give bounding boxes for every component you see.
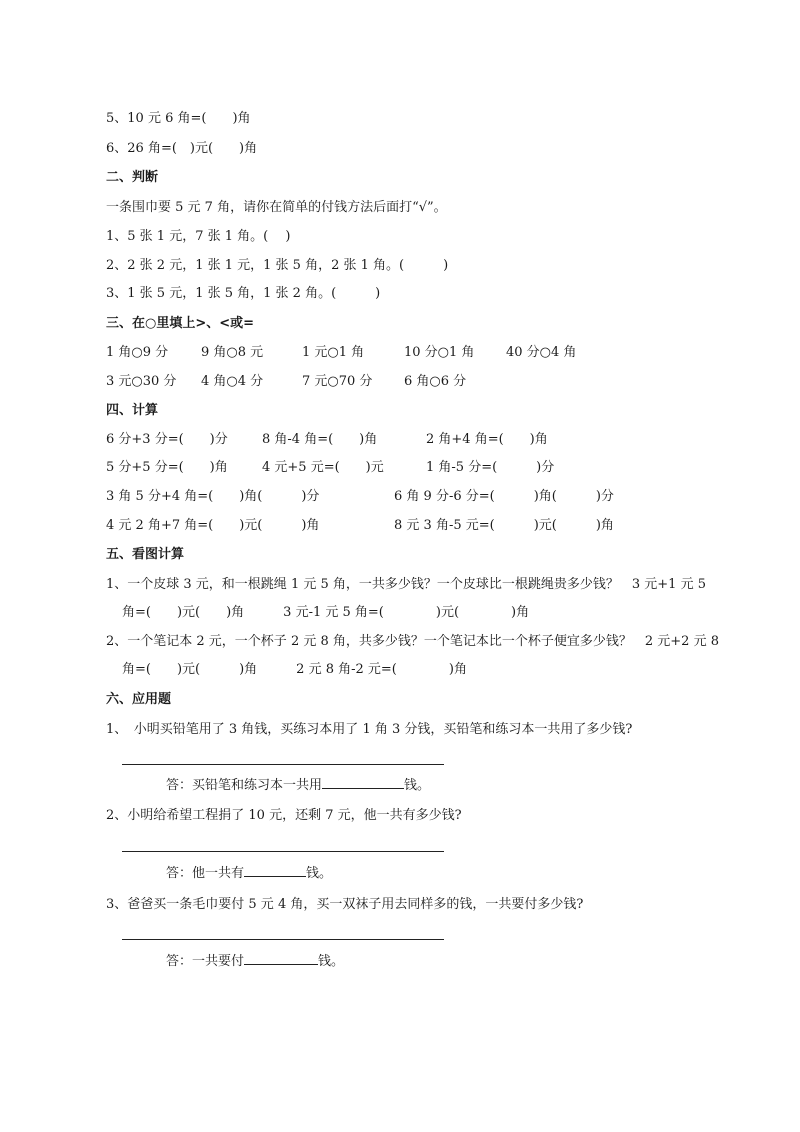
answer-3-prefix: 答：一共要付 (166, 954, 245, 969)
picture-question-2-line-2: 角=( )元( )角 2 元 8 角-2 元=( )角 (122, 662, 467, 677)
calc-item: 4 元+5 元=( )元 (262, 460, 384, 475)
calc-item: 8 角-4 角=( )角 (262, 432, 378, 447)
judge-item-3: 3、1 张 5 元，1 张 5 角，1 张 2 角。( ) (106, 286, 381, 301)
section-4-heading: 四、计算 (106, 403, 159, 418)
compare-item: 10 分○1 角 (404, 345, 475, 360)
section-2-intro: 一条围巾要 5 元 7 角，请你在简单的付钱方法后面打“√”。 (106, 200, 447, 215)
compare-item: 1 元○1 角 (302, 345, 365, 360)
calc-item: 8 元 3 角-5 元=( )元( )角 (394, 518, 614, 533)
answer-1 (166, 776, 430, 794)
compare-item: 7 元○70 分 (302, 374, 373, 389)
compare-item: 4 角○4 分 (201, 374, 264, 389)
compare-item: 40 分○4 角 (506, 345, 577, 360)
answer-3-blank[interactable] (244, 952, 318, 965)
picture-question-2-line-1: 2、一个笔记本 2 元，一个杯子 2 元 8 角，共多少钱？一个笔记本比一个杯子便宜多少钱？ 2 元+2 元 8 (106, 634, 719, 649)
calc-item: 6 分+3 分=( )分 (106, 432, 228, 447)
calc-item: 5 分+5 分=( )角 (106, 460, 228, 475)
question-5-1: 5、10 元 6 角=( )角 (106, 111, 251, 126)
answer-1-suffix: 钱。 (404, 778, 431, 793)
answer-2-suffix: 钱。 (306, 866, 333, 881)
calc-item: 2 角+4 角=( )角 (426, 432, 548, 447)
answer-2-blank[interactable] (244, 864, 306, 877)
calc-item: 6 角 9 分-6 分=( )角( )分 (394, 489, 614, 504)
work-line-2[interactable] (122, 851, 444, 852)
section-6-heading: 六、应用题 (106, 692, 172, 707)
answer-1-prefix: 答：买铅笔和练习本一共用 (166, 778, 323, 793)
judge-item-2: 2、2 张 2 元，1 张 1 元，1 张 5 角，2 张 1 角。( ) (106, 258, 449, 273)
answer-3 (166, 952, 344, 970)
judge-item-1: 1、5 张 1 元，7 张 1 角。( ) (106, 229, 291, 244)
word-problem-1: 1、 小明买铅笔用了 3 角钱，买练习本用了 1 角 3 分钱，买铅笔和练习本一共用了多少钱? (106, 722, 633, 737)
answer-2-prefix: 答：他一共有 (166, 866, 245, 881)
calc-item: 4 元 2 角+7 角=( )元( )角 (106, 518, 320, 533)
picture-question-1-line-2: 角=( )元( )角 3 元-1 元 5 角=( )元( )角 (122, 605, 530, 620)
work-line-3[interactable] (122, 939, 444, 940)
calc-item: 1 角-5 分=( )分 (426, 460, 555, 475)
answer-1-blank[interactable] (322, 776, 404, 789)
word-problem-2: 2、小明给希望工程捐了 10 元，还剩 7 元，他一共有多少钱? (106, 808, 462, 823)
word-problem-3: 3、爸爸买一条毛巾要付 5 元 4 角，买一双袜子用去同样多的钱，一共要付多少钱? (106, 897, 584, 912)
calc-item: 3 角 5 分+4 角=( )角( )分 (106, 489, 320, 504)
compare-item: 3 元○30 分 (106, 374, 177, 389)
compare-item: 9 角○8 元 (201, 345, 264, 360)
work-line-1[interactable] (122, 764, 444, 765)
compare-item: 6 角○6 分 (404, 374, 467, 389)
question-6-1: 6、26 角=( )元( )角 (106, 141, 258, 156)
section-5-heading: 五、看图计算 (106, 547, 185, 562)
picture-question-1-line-1: 1、一个皮球 3 元，和一根跳绳 1 元 5 角，一共多少钱？一个皮球比一根跳绳贵多少钱？ 3 元+1 元 5 (106, 577, 706, 592)
answer-2 (166, 864, 332, 882)
answer-3-suffix: 钱。 (318, 954, 345, 969)
section-2-heading: 二、判断 (106, 170, 159, 185)
compare-item: 1 角○9 分 (106, 345, 169, 360)
section-3-heading: 三、在○里填上>、<或= (106, 316, 255, 331)
